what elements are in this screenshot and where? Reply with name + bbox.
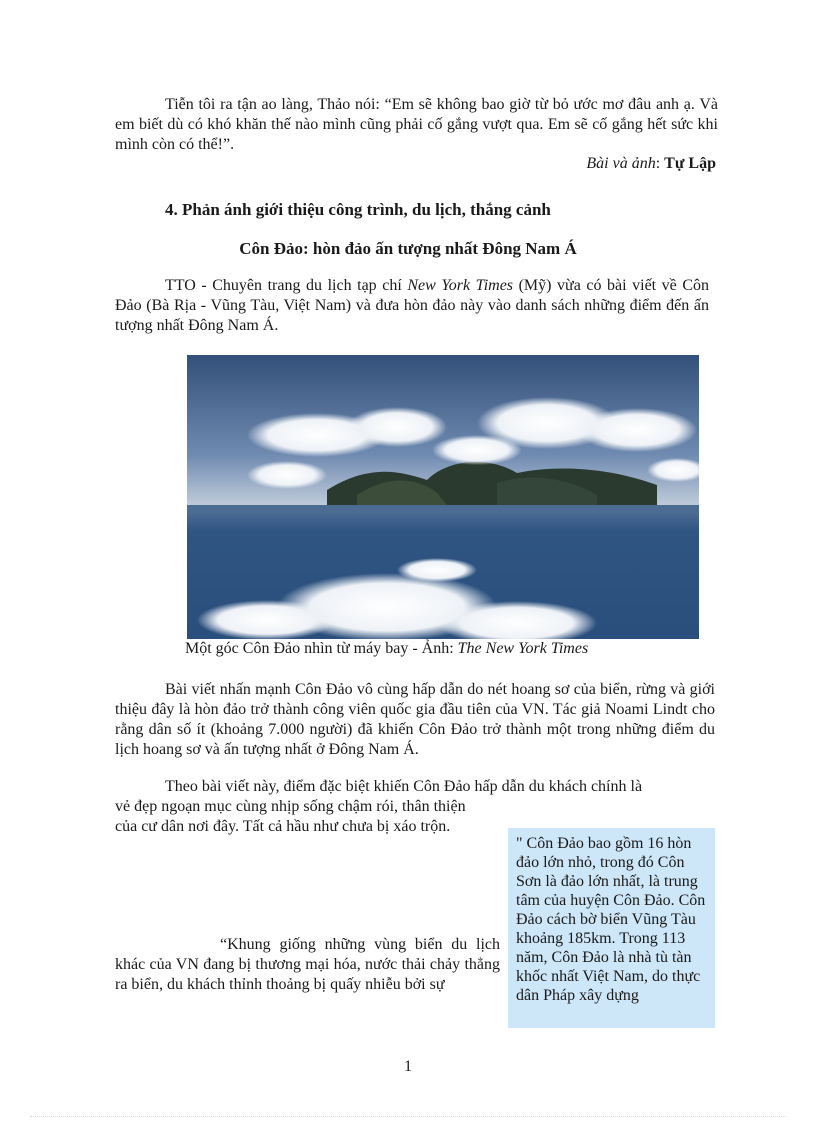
lead-text-after: (Mỹ) vừa có bài viết về Côn Đảo (Bà Rịa - Vũng Tàu, Việt Nam) và đưa hòn đảo này vào danh sách những điểm đến ấn tượng nhất Đông Nam Á. [115,277,710,334]
caption-source: The New York Times [457,640,589,657]
photo-caption [185,640,588,658]
credit-separator: : [655,155,661,172]
article-lead [115,276,709,336]
photo-credit [586,155,716,173]
article-paragraph-3-rest: vẻ đẹp ngoạn mục cùng nhịp sống chậm rói, thân thiện của cư dân nơi đây. Tất cả hầu như chưa bị xáo trộn. [115,798,466,835]
article-title: Côn Đảo: hòn đảo ấn tượng nhất Đông Nam Á [239,239,577,258]
page-bottom-divider [30,1116,786,1117]
lead-text-before: TTO - Chuyên trang du lịch tạp chí [165,277,408,294]
fact-sidebar [508,828,715,1028]
caption-text: Một góc Côn Đảo nhìn từ máy bay - Ảnh: [185,640,458,657]
page-number: 1 [404,1058,412,1075]
sidebar-text: " Côn Đảo bao gồm 16 hòn đảo lớn nhỏ, trong đó Côn Sơn là đảo lớn nhất, là trung tâm của huyện Côn Đảo. Côn Đảo cách bờ biển Vũng Tàu khoảng 185km. Trong 113 năm, Côn Đảo là nhà tù tàn khốc nhất Việt Nam, do thực dân Pháp xây dựng [516,835,706,1004]
article-paragraph-3-line-1: Theo bài viết này, điểm đặc biệt khiến Côn Đảo hấp dẫn du khách chính là [165,778,643,795]
aerial-island-photo [187,355,699,639]
lead-source: New York Times [407,277,514,294]
article-paragraph-4: “Khung giống những vùng biển du lịch khác của VN đang bị thương mại hóa, nước thải chảy thẳng ra biển, du khách thỉnh thoảng bị quấy nhiễu bởi sự [115,936,500,993]
article-paragraph-2: Bài viết nhấn mạnh Côn Đảo vô cùng hấp dẫn do nét hoang sơ của biển, rừng và giới thiệu đây là hòn đảo trở thành công viên quốc gia đầu tiên của VN. Tác giả Noami Lindt cho rằng dân số ít (khoảng 7.000 người) đã khiến Côn Đảo trở thành một trong những điểm du lịch hoang sơ và ấn tượng nhất ở Đông Nam Á. [115,681,715,758]
credit-author: Tự Lập [664,155,716,172]
section-heading: 4. Phản ánh giới thiệu công trình, du lịch, thắng cảnh [165,200,551,219]
intro-paragraph: Tiễn tôi ra tận ao làng, Thảo nói: “Em sẽ không bao giờ từ bỏ ước mơ đâu anh ạ. Và em biết dù có khó khăn thế nào mình cũng phải cố gắng vượt qua. Em sẽ cố gắng hết sức khi mình còn có thể!”. [115,96,718,153]
credit-role: Bài và ảnh [586,155,656,172]
